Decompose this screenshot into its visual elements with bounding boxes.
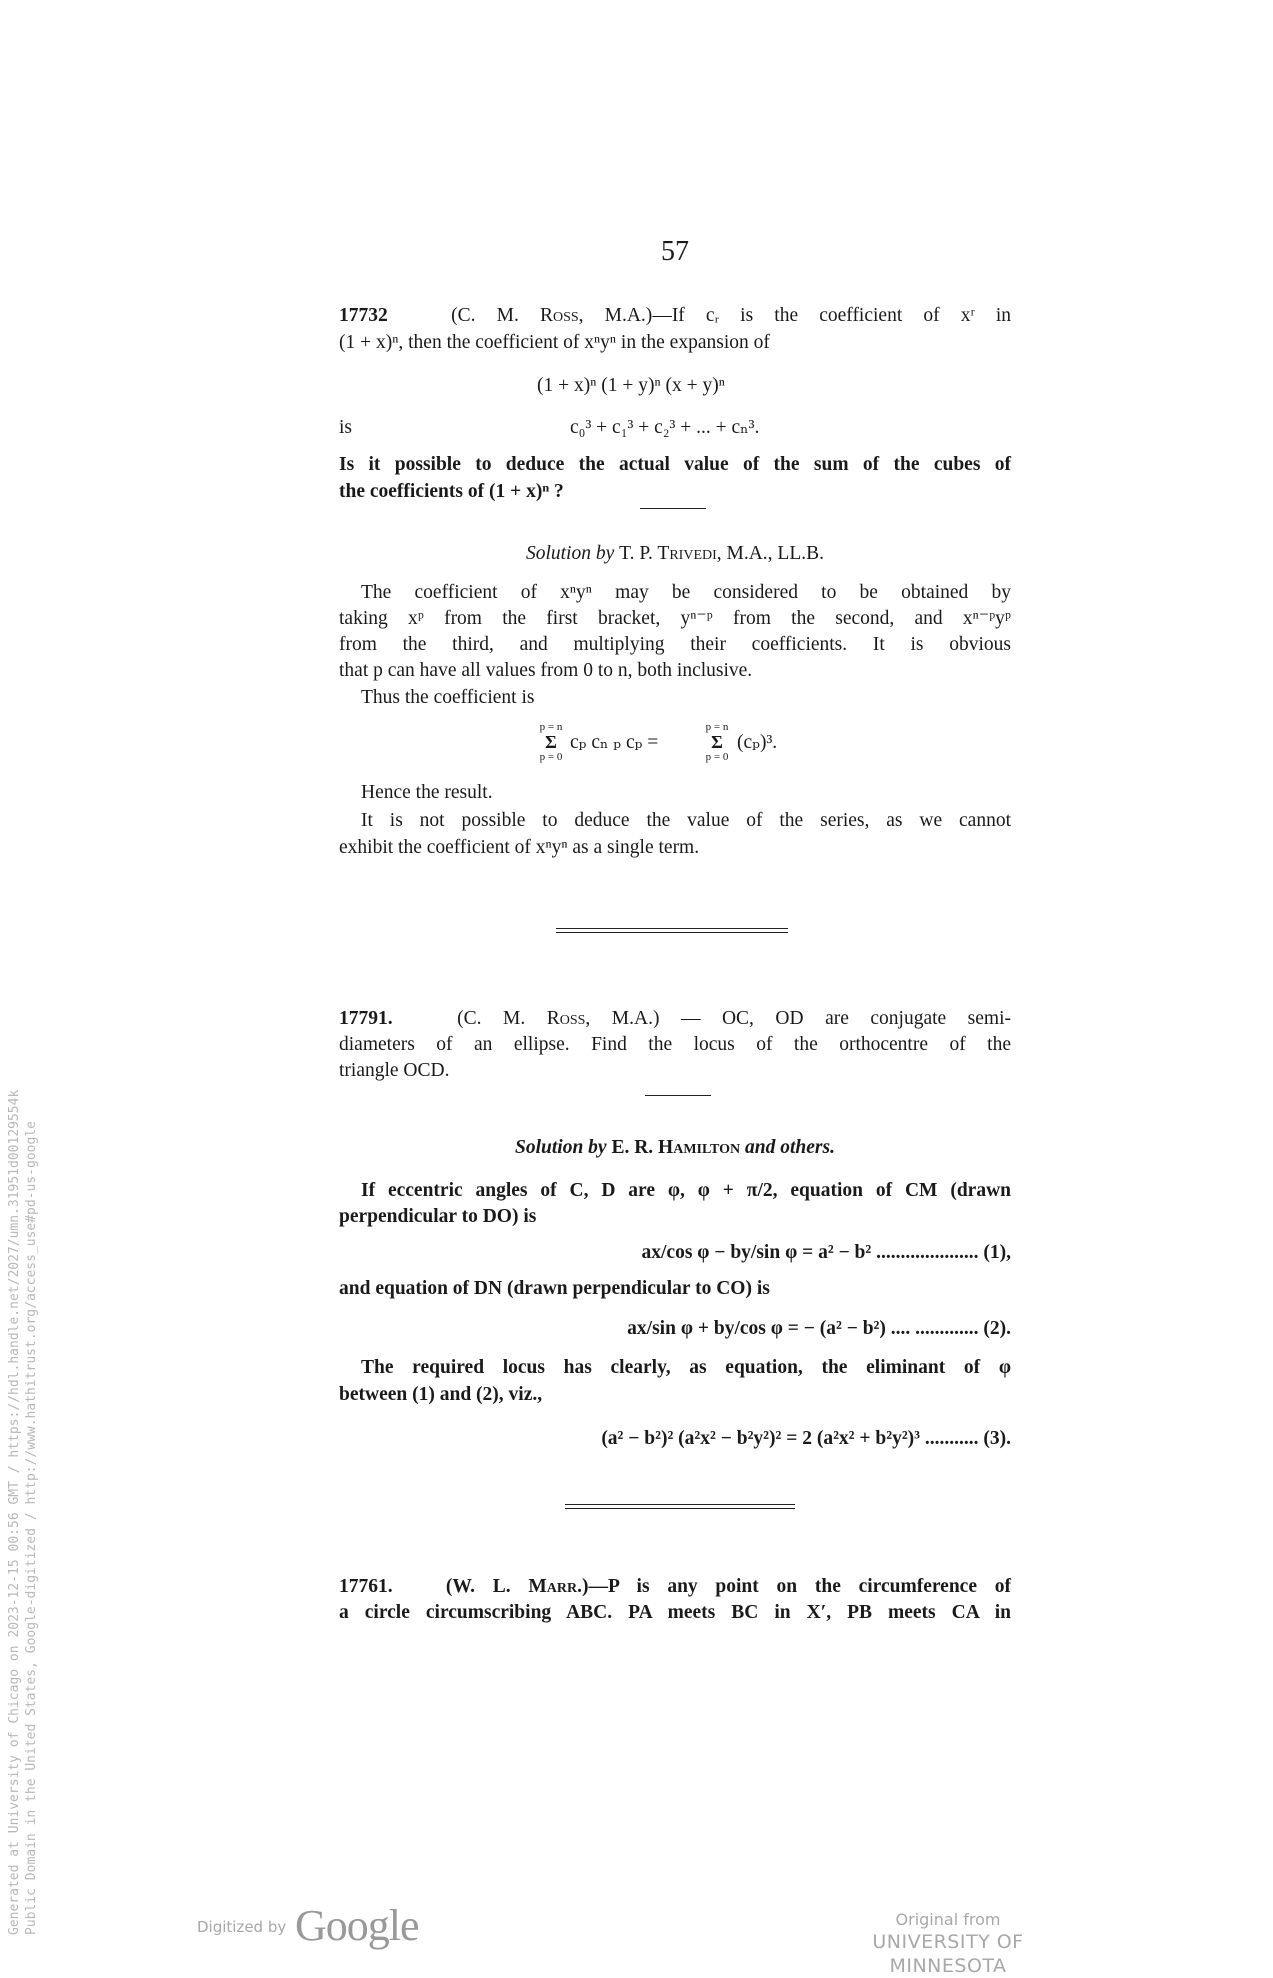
problem1-closing-1: It is not possible to deduce the value of the series, as we cannot xyxy=(361,810,1011,831)
section-divider-1 xyxy=(556,928,788,933)
problem2-body1-1: If eccentric angles of C, D are φ, φ + π/2, equation of CM (drawn xyxy=(361,1180,1011,1201)
problem1-equation-1: (1 + x)ⁿ (1 + y)ⁿ (x + y)ⁿ xyxy=(537,375,725,396)
problem1-body-2: taking xᵖ from the first bracket, yⁿ⁻ᵖ from the second, and xⁿ⁻ᵖyᵖ xyxy=(339,608,1011,629)
sum-left-sign: Σ xyxy=(545,732,557,752)
problem2-short-rule xyxy=(645,1095,711,1096)
sum-right-sigma xyxy=(703,721,731,763)
provenance-sidebar xyxy=(6,925,40,1935)
sidebar-line-2: Public Domain in the United States, Google-digitized / http://www.hathitrust.org/access_use#pd-us-google xyxy=(24,1121,39,1935)
problem1-hence: Hence the result. xyxy=(361,782,493,803)
problem1-question-1: Is it possible to deduce the actual value of the sum of the cubes of xyxy=(339,454,1011,475)
problem2-equation-1: ax/cos φ − by/sin φ = a² − b² ..................... (1), xyxy=(641,1242,1011,1263)
google-logo: Google xyxy=(295,1901,419,1950)
problem3-number: 17761. xyxy=(339,1576,393,1597)
problem1-first-line xyxy=(339,303,1011,329)
problem2-equation-3: (a² − b²)² (a²x² − b²y²)² = 2 (a²x² + b²y²)³ ........... (3). xyxy=(601,1428,1011,1449)
page-number: 57 xyxy=(661,236,689,267)
problem2-line-1: — OC, OD are conjugate semi- xyxy=(659,1008,1012,1029)
problem2-solution-author: E. R. Hamilton xyxy=(611,1137,741,1158)
sum-left-term: cₚ cₙ ₚ cₚ = xyxy=(570,732,659,753)
problem1-line-2: (1 + x)ⁿ, then the coefficient of xⁿyⁿ in the expansion of xyxy=(339,332,770,353)
original-from-block xyxy=(812,1910,1084,1978)
problem2-body3-2: between (1) and (2), viz., xyxy=(339,1384,543,1405)
problem2-first-line xyxy=(339,1006,1011,1032)
problem1-closing-2: exhibit the coefficient of xⁿyⁿ as a single term. xyxy=(339,837,700,858)
problem1-body-4: that p can have all values from 0 to n, both inclusive. xyxy=(339,660,753,681)
problem3-line-2: a circle circumscribing ABC. PA meets BC in X′, PB meets CA in xyxy=(339,1602,1011,1623)
problem1-solution-prefix: Solution by xyxy=(525,543,615,564)
problem1-thus: Thus the coefficient is xyxy=(361,687,535,708)
sum-left-bottom: p = 0 xyxy=(539,751,563,763)
problem1-short-rule xyxy=(640,508,706,509)
problem1-body-3: from the third, and multiplying their coefficients. It is obvious xyxy=(339,634,1011,655)
sidebar-line-1: Generated at University of Chicago on 2023-12-15 00:56 GMT / https://hdl.handle.net/2027/umn.31951d00129554k xyxy=(7,1089,22,1935)
problem1-question-2: the coefficients of (1 + x)ⁿ ? xyxy=(339,481,564,502)
problem1-solution-author: T. P. Trivedi, M.A., LL.B. xyxy=(619,543,825,564)
sum-right-bottom: p = 0 xyxy=(705,751,729,763)
problem3-line-1: —P is any point on the circumference of xyxy=(588,1576,1011,1597)
problem1-number: 17732 xyxy=(339,305,388,326)
sum-right-top: p = n xyxy=(705,721,729,733)
sum-right-sign: Σ xyxy=(711,732,723,752)
problem2-solution-heading xyxy=(339,1135,1011,1161)
problem1-equation-2: c₀³ + c₁³ + c₂³ + ... + cₙ³. xyxy=(570,417,760,438)
digitized-by-label: Digitized by xyxy=(197,1918,287,1936)
original-from-label: Original from xyxy=(895,1910,1001,1929)
problem1-line-1: —If cᵣ is the coefficient of xʳ in xyxy=(652,305,1012,326)
problem2-solution-prefix: Solution by xyxy=(515,1137,607,1158)
problem1-is-label: is xyxy=(339,417,353,438)
problem2-body3-1: The required locus has clearly, as equation, the eliminant of φ xyxy=(361,1357,1011,1378)
problem1-solution-heading xyxy=(339,541,1011,567)
problem2-author: (C. M. Ross, M.A.) xyxy=(457,1008,660,1029)
problem2-line-2: diameters of an ellipse. Find the locus of the orthocentre of the xyxy=(339,1034,1011,1055)
problem2-number: 17791. xyxy=(339,1008,393,1029)
problem2-solution-suffix: and others. xyxy=(745,1137,835,1158)
problem3-first-line xyxy=(339,1574,1011,1600)
problem3-author: (W. L. Marr.) xyxy=(445,1576,589,1597)
sum-left-top: p = n xyxy=(539,721,563,733)
problem1-body-1: The coefficient of xⁿyⁿ may be considered to be obtained by xyxy=(361,582,1011,603)
section-divider-2 xyxy=(565,1504,795,1509)
sum-right-term: (cₚ)³. xyxy=(737,732,778,753)
sum-left-sigma xyxy=(537,721,565,763)
problem1-author: (C. M. Ross, M.A.) xyxy=(451,305,653,326)
university-label: UNIVERSITY OF MINNESOTA xyxy=(872,1931,1024,1977)
problem2-equation-2: ax/sin φ + by/cos φ = − (a² − b²) .... ............. (2). xyxy=(627,1318,1011,1339)
problem2-line-3: triangle OCD. xyxy=(339,1060,450,1081)
digitized-by-google xyxy=(197,1900,419,1951)
problem2-body1-2: perpendicular to DO) is xyxy=(339,1206,537,1227)
problem2-body2: and equation of DN (drawn perpendicular to CO) is xyxy=(339,1278,770,1299)
